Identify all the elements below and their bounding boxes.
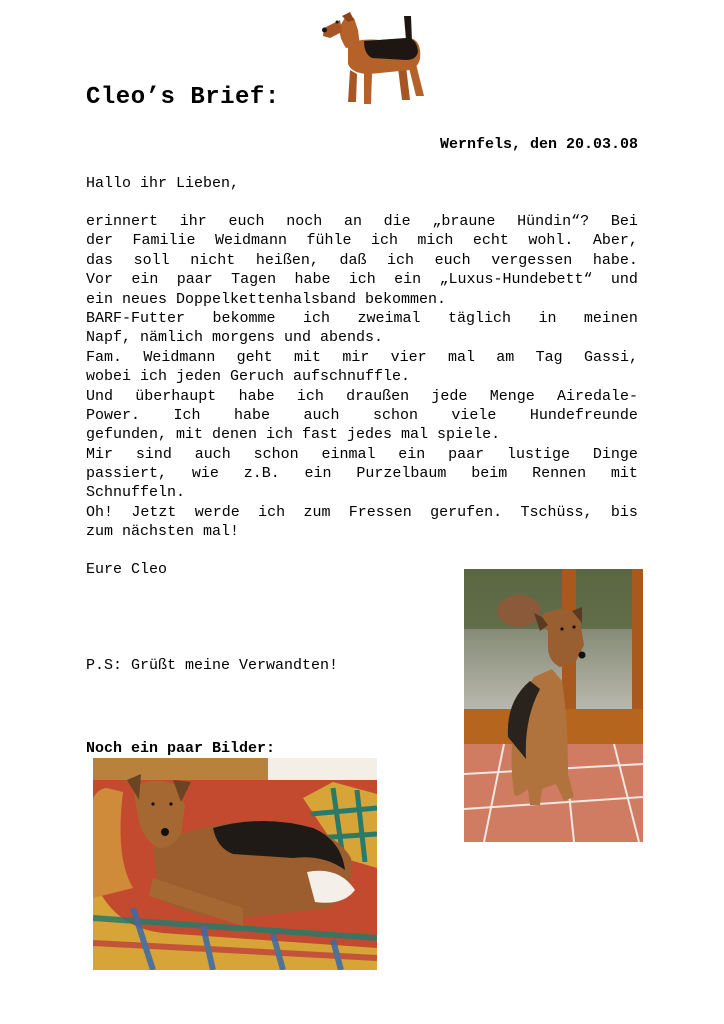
letter-title: Cleo’s Brief: — [86, 84, 280, 111]
body-line: Mir sind auch schon einmal ein paar lustige Dinge — [86, 445, 638, 463]
body-line: BARF-Futter bekomme ich zweimal täglich in meinen — [86, 309, 638, 327]
dog-sitting-photo — [464, 569, 643, 842]
body-line: erinnert ihr euch noch an die „braune Hündin“? Bei — [86, 213, 638, 230]
body-line: der Familie Weidmann fühle ich mich echt wohl. Aber, — [86, 232, 638, 250]
body-line: ein neues Doppelkettenhalsband bekommen. — [86, 290, 447, 308]
body-line: Schnuffeln. — [86, 484, 186, 502]
airedale-clipart-icon — [320, 8, 428, 106]
body-line: Fam. Weidmann geht mit mir vier mal am Tag Gassi, — [86, 348, 638, 366]
letter-signoff: Eure Cleo — [86, 561, 168, 578]
letter-body — [86, 212, 638, 542]
letter-dateline: Wernfels, den 20.03.08 — [439, 136, 638, 153]
body-line: Vor ein paar Tagen habe ich ein „Luxus-Hundebett“ und — [86, 271, 638, 289]
body-line: zum nächsten mal! — [86, 523, 240, 541]
body-line: Napf, nämlich morgens und abends. — [86, 329, 384, 347]
body-line: gefunden, mit denen ich fast jedes mal spiele. — [86, 426, 501, 444]
letter-postscript: P.S: Grüßt meine Verwandten! — [86, 657, 339, 674]
more-pictures-heading: Noch ein paar Bilder: — [86, 740, 276, 757]
body-line: wobei ich jeden Geruch aufschnuffle. — [86, 368, 411, 386]
body-line: Und überhaupt habe ich draußen jede Menge Airedale- — [86, 387, 638, 405]
body-line: Power. Ich habe auch schon viele Hundefreunde — [86, 406, 638, 424]
body-line: Oh! Jetzt werde ich zum Fressen gerufen. Tschüss, bis — [86, 503, 638, 521]
dog-in-bed-photo — [93, 758, 377, 970]
body-line: das soll nicht heißen, daß ich euch vergessen habe. — [86, 251, 638, 269]
body-line: passiert, wie z.B. ein Purzelbaum beim Rennen mit — [86, 465, 638, 483]
letter-greeting: Hallo ihr Lieben, — [86, 175, 240, 192]
